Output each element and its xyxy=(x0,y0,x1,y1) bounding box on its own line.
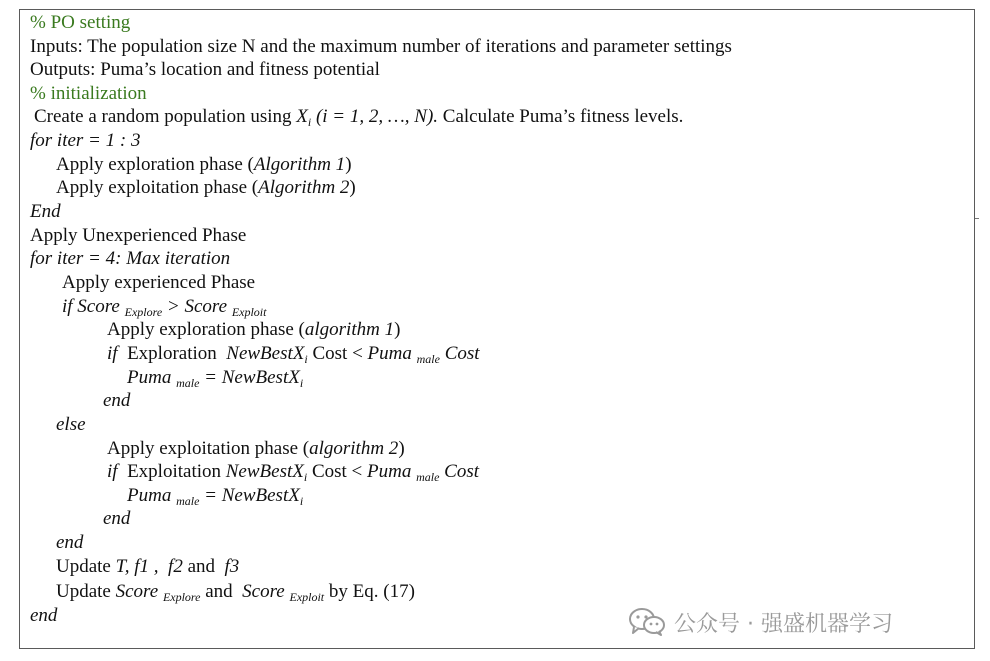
end-if-2: end xyxy=(103,508,131,529)
puma-male-assign-2: Puma $_{male}$ = NewBestX$_i$ xyxy=(127,485,304,508)
puma-male-assign-1: Puma $_{male}$ = NewBestX$_i$ xyxy=(127,367,304,390)
unexperienced-line: Apply Unexperienced Phase xyxy=(30,225,247,246)
init-line: Create a random population using $X_i$ (i = 1, 2, …, N). Calculate Puma’s fitness levels. xyxy=(34,106,684,129)
end-if-1: end xyxy=(103,390,131,411)
if-exploration-line: if Exploration NewBestX$_i$ Cost < Puma $_{male}$ Cost xyxy=(107,343,480,366)
outputs-line: Outputs: Puma’s location and fitness potential xyxy=(30,59,380,80)
update-scores-line: Update Score $_{Explore}$ and Score $_{Exploit}$ by Eq. (17) xyxy=(56,581,415,604)
for-loop-2: for iter = 4: Max iteration xyxy=(30,248,231,269)
for-loop-1: for iter = 1 : 3 xyxy=(30,130,141,151)
exploration-line: Apply exploration phase (Algorithm 1) xyxy=(56,154,352,175)
if-score-line: if Score $_{Explore}$ > Score $_{Exploit}$ xyxy=(62,296,267,319)
end-loop-1: End xyxy=(30,201,61,222)
end-if-else: end xyxy=(56,532,84,553)
else-line: else xyxy=(56,414,86,435)
watermark-text: 公众号 · 强盛机器学习 xyxy=(674,611,893,637)
exploitation-line: Apply exploitation phase (Algorithm 2) xyxy=(56,177,356,198)
watermark xyxy=(628,606,893,638)
exploitation-line-2: Apply exploitation phase (algorithm 2) xyxy=(107,438,405,459)
update-params-line: Update T, f1 , f2 and f3 xyxy=(56,556,240,577)
wechat-icon xyxy=(628,607,666,637)
comment-po-setting: % PO setting xyxy=(30,12,131,33)
comment-initialization: % initialization xyxy=(30,83,147,104)
experienced-line: Apply experienced Phase xyxy=(62,272,256,293)
inputs-line: Inputs: The population size N and the maximum number of iterations and parameter settings xyxy=(30,36,732,57)
if-exploitation-line: if Exploitation NewBestX$_i$ Cost < Puma $_{male}$ Cost xyxy=(107,461,480,484)
end-loop-2: end xyxy=(30,605,58,626)
frame-tick xyxy=(975,218,979,219)
exploration-line-2: Apply exploration phase (algorithm 1) xyxy=(107,319,401,340)
